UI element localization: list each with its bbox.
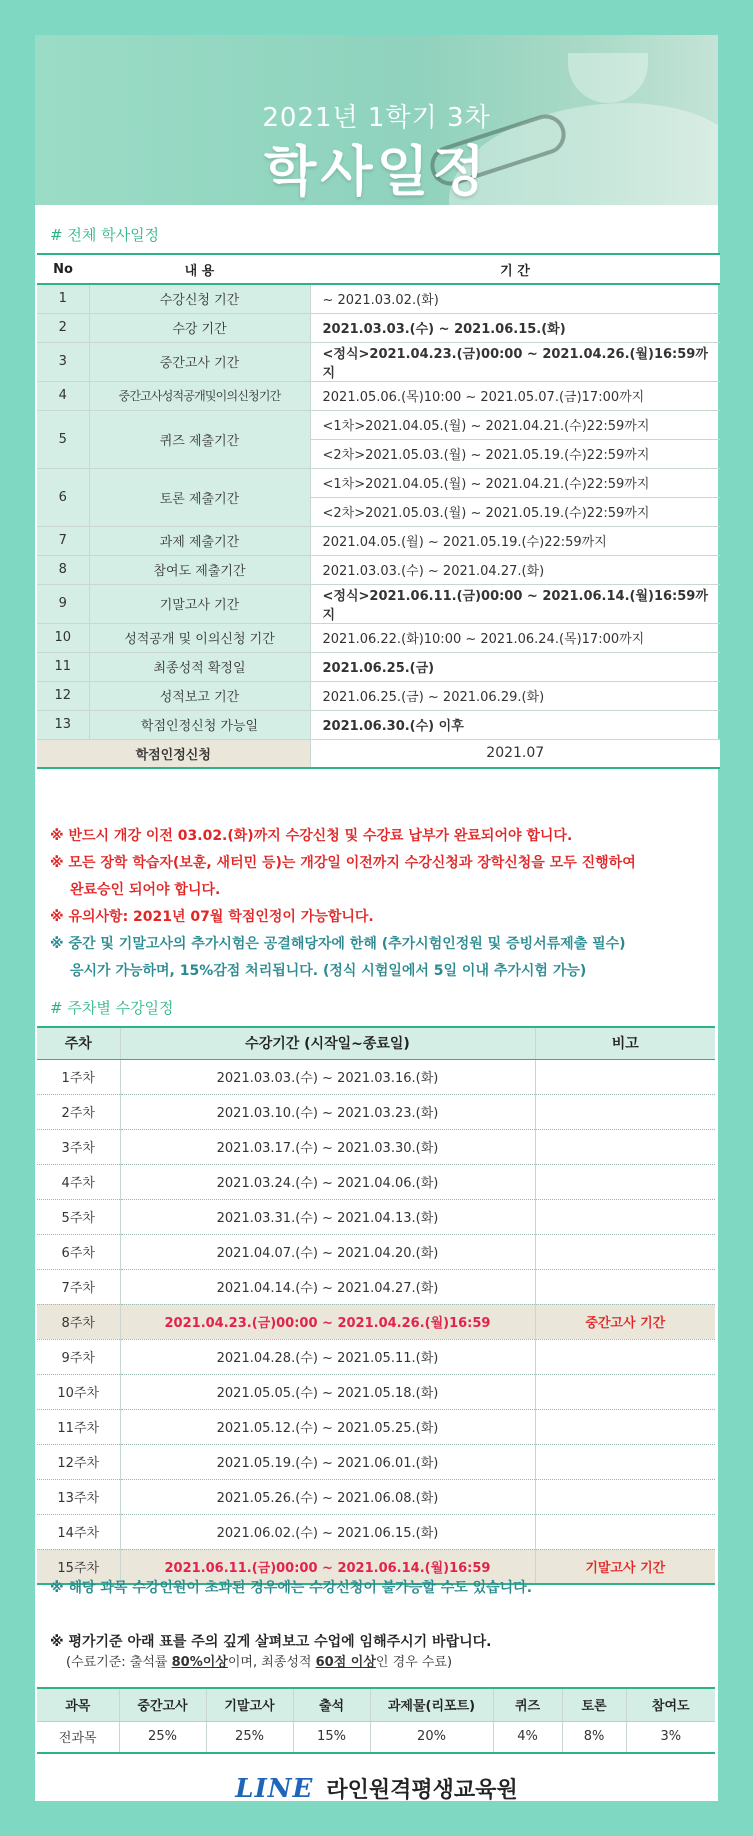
- notice-2-cont: 완료승인 되어야 합니다.: [70, 882, 221, 898]
- table-row: [37, 1059, 715, 1094]
- table-row: [37, 584, 720, 623]
- col-header-note: 비고: [535, 1027, 715, 1059]
- hero-subtitle: 2021년 1학기 3차: [262, 103, 491, 133]
- table-row: [37, 381, 720, 410]
- table-row: [37, 1269, 715, 1304]
- week-cell: 8주차: [37, 1304, 120, 1339]
- week-note-cell: 기말고사 기간: [535, 1549, 715, 1584]
- table-row: [37, 342, 720, 381]
- row-period: <정식>2021.06.11.(금)00:00 ~ 2021.06.14.(월)16:59까지: [310, 584, 720, 623]
- row-item: 기말고사 기간: [89, 584, 310, 623]
- grade-header: 과제물(리포트): [370, 1688, 493, 1721]
- row-period: 2021.06.30.(수) 이후: [310, 710, 720, 739]
- hero-banner: [35, 35, 718, 205]
- table-row: [37, 681, 720, 710]
- col-header-period: 기 간: [310, 254, 720, 284]
- completion-criteria: [66, 1651, 452, 1670]
- grade-value: 3%: [626, 1721, 715, 1753]
- page-title: 학사일정: [264, 140, 489, 203]
- criteria-pre: (수료기준: 출석률: [66, 1655, 172, 1670]
- week-period-cell: 2021.03.24.(수) ~ 2021.04.06.(화): [120, 1164, 535, 1199]
- row-no: 12: [37, 681, 89, 710]
- section-title-weekly: # 주차별 수강일정: [50, 999, 174, 1017]
- week-period-cell: 2021.06.02.(수) ~ 2021.06.15.(화): [120, 1514, 535, 1549]
- week-cell: 1주차: [37, 1059, 120, 1094]
- row-item: 성적공개 및 이의신청 기간: [89, 623, 310, 652]
- week-note-cell: [535, 1094, 715, 1129]
- week-period-cell: 2021.04.07.(수) ~ 2021.04.20.(화): [120, 1234, 535, 1269]
- cup-illustration: [568, 53, 648, 103]
- grade-header: 토론: [562, 1688, 626, 1721]
- row-item: 중간고사 기간: [89, 342, 310, 381]
- week-cell: 15주차: [37, 1549, 120, 1584]
- row-period: 2021.04.05.(월) ~ 2021.05.19.(수)22:59까지: [310, 526, 720, 555]
- row-period: 2021.05.06.(목)10:00 ~ 2021.05.07.(금)17:00까지: [310, 381, 720, 410]
- credit-application-label: 학점인정신청: [37, 739, 310, 768]
- col-header-week-period: 수강기간 (시작일~종료일): [120, 1027, 535, 1059]
- grade-value: 25%: [119, 1721, 206, 1753]
- table-row: [37, 623, 720, 652]
- week-note-cell: [535, 1339, 715, 1374]
- week-period-cell: 2021.04.23.(금)00:00 ~ 2021.04.26.(월)16:59: [120, 1304, 535, 1339]
- week-period-cell: 2021.06.11.(금)00:00 ~ 2021.06.14.(월)16:59: [120, 1549, 535, 1584]
- grade-header: 과목: [37, 1688, 119, 1721]
- table-row: [37, 1514, 715, 1549]
- row-item: 토론 제출기간: [89, 468, 310, 526]
- row-no: 6: [37, 468, 89, 526]
- grade-header: 출석: [293, 1688, 370, 1721]
- credit-application-period: 2021.07: [310, 739, 720, 768]
- week-period-cell: 2021.03.31.(수) ~ 2021.04.13.(화): [120, 1199, 535, 1234]
- criteria-mid: 이며, 최종성적: [227, 1655, 316, 1670]
- row-item: 과제 제출기간: [89, 526, 310, 555]
- line-logo-mark: LINE: [235, 1773, 314, 1804]
- row-no: 1: [37, 284, 89, 313]
- row-period: <정식>2021.04.23.(금)00:00 ~ 2021.04.26.(월)16:59까지: [310, 342, 720, 381]
- notice-4: ※ 중간 및 기말고사의 추가시험은 공결해당자에 한해 (추가시험인정원 및 증빙서류제출 필수): [50, 936, 626, 952]
- table-row: [37, 526, 720, 555]
- row-no: 13: [37, 710, 89, 739]
- week-note-cell: [535, 1479, 715, 1514]
- week-note-cell: [535, 1234, 715, 1269]
- table-row: [37, 1409, 715, 1444]
- table-row: [37, 1374, 715, 1409]
- grade-header: 중간고사: [119, 1688, 206, 1721]
- row-period: 2021.03.03.(수) ~ 2021.04.27.(화): [310, 555, 720, 584]
- row-item: 중간고사성적공개및이의신청기간: [89, 381, 310, 410]
- table-row: [37, 313, 720, 342]
- grade-value: 전과목: [37, 1721, 119, 1753]
- row-item: 학점인정신청 가능일: [89, 710, 310, 739]
- week-note-cell: [535, 1269, 715, 1304]
- row-no: 5: [37, 410, 89, 468]
- week-cell: 3주차: [37, 1129, 120, 1164]
- week-cell: 10주차: [37, 1374, 120, 1409]
- table-row: [37, 710, 720, 739]
- table-row: [37, 1479, 715, 1514]
- table-row: [37, 284, 720, 313]
- week-note-cell: [535, 1164, 715, 1199]
- institution-name: 라인원격평생교육원: [326, 1778, 518, 1803]
- week-cell: 11주차: [37, 1409, 120, 1444]
- table-row: [37, 1164, 715, 1199]
- table-row: [37, 1444, 715, 1479]
- week-note-cell: [535, 1374, 715, 1409]
- week-period-cell: 2021.03.17.(수) ~ 2021.03.30.(화): [120, 1129, 535, 1164]
- row-period: 2021.06.25.(금) ~ 2021.06.29.(화): [310, 681, 720, 710]
- row-period-1: <1차>2021.04.05.(월) ~ 2021.04.21.(수)22:59까지: [310, 410, 720, 439]
- week-period-cell: 2021.03.10.(수) ~ 2021.03.23.(화): [120, 1094, 535, 1129]
- week-cell: 7주차: [37, 1269, 120, 1304]
- weekly-table: [37, 1026, 715, 1585]
- row-no: 8: [37, 555, 89, 584]
- grade-value: 8%: [562, 1721, 626, 1753]
- row-no: 7: [37, 526, 89, 555]
- week-cell: 12주차: [37, 1444, 120, 1479]
- row-no: 3: [37, 342, 89, 381]
- week-cell: 5주차: [37, 1199, 120, 1234]
- footer-logo: [0, 1773, 753, 1804]
- grading-table: [37, 1687, 715, 1754]
- row-no: 10: [37, 623, 89, 652]
- table-row: [37, 1199, 715, 1234]
- grade-header: 기말고사: [206, 1688, 293, 1721]
- week-period-cell: 2021.05.12.(수) ~ 2021.05.25.(화): [120, 1409, 535, 1444]
- row-no: 4: [37, 381, 89, 410]
- table-row: [37, 1129, 715, 1164]
- grade-value: 20%: [370, 1721, 493, 1753]
- grading-notice: ※ 평가기준 아래 표를 주의 깊게 살펴보고 수업에 임해주시기 바랍니다.: [50, 1634, 492, 1650]
- row-item: 수강 기간: [89, 313, 310, 342]
- week-note-cell: [535, 1059, 715, 1094]
- row-item: 수강신청 기간: [89, 284, 310, 313]
- notice-2: ※ 모든 장학 학습자(보훈, 새터민 등)는 개강일 이전까지 수강신청과 장학신청을 모두 진행하여: [50, 855, 636, 871]
- week-cell: 4주차: [37, 1164, 120, 1199]
- row-period-2: <2차>2021.05.03.(월) ~ 2021.05.19.(수)22:59까지: [310, 497, 720, 526]
- table-row: [37, 739, 720, 768]
- grade-value: 15%: [293, 1721, 370, 1753]
- row-period-1: <1차>2021.04.05.(월) ~ 2021.04.21.(수)22:59까지: [310, 468, 720, 497]
- week-note-cell: [535, 1514, 715, 1549]
- row-item: 성적보고 기간: [89, 681, 310, 710]
- row-item: 퀴즈 제출기간: [89, 410, 310, 468]
- week-note-cell: [535, 1409, 715, 1444]
- week-period-cell: 2021.04.28.(수) ~ 2021.05.11.(화): [120, 1339, 535, 1374]
- grade-value: 4%: [493, 1721, 562, 1753]
- table-row: [37, 1339, 715, 1374]
- section-title-schedule: # 전체 학사일정: [50, 226, 160, 244]
- week-note-cell: [535, 1444, 715, 1479]
- row-period: ~ 2021.03.02.(화): [310, 284, 720, 313]
- week-period-cell: 2021.04.14.(수) ~ 2021.04.27.(화): [120, 1269, 535, 1304]
- notice-list: [50, 823, 710, 985]
- row-period: 2021.06.25.(금): [310, 652, 720, 681]
- week-cell: 14주차: [37, 1514, 120, 1549]
- row-no: 2: [37, 313, 89, 342]
- week-cell: 13주차: [37, 1479, 120, 1514]
- week-period-cell: 2021.05.05.(수) ~ 2021.05.18.(화): [120, 1374, 535, 1409]
- criteria-post: 인 경우 수료): [375, 1655, 453, 1670]
- notice-1: ※ 반드시 개강 이전 03.02.(화)까지 수강신청 및 수강료 납부가 완료되어야 합니다.: [50, 828, 573, 844]
- table-row: [37, 1234, 715, 1269]
- row-period-2: <2차>2021.05.03.(월) ~ 2021.05.19.(수)22:59까지: [310, 439, 720, 468]
- row-period: 2021.06.22.(화)10:00 ~ 2021.06.24.(목)17:00까지: [310, 623, 720, 652]
- table-row: [37, 555, 720, 584]
- grade-header: 퀴즈: [493, 1688, 562, 1721]
- row-no: 11: [37, 652, 89, 681]
- notice-3: ※ 유의사항: 2021년 07월 학점인정이 가능합니다.: [50, 909, 374, 925]
- table-row: [37, 652, 720, 681]
- col-header-week: 주차: [37, 1027, 120, 1059]
- notice-4-cont: 응시가 가능하며, 15%감점 처리됩니다. (정식 시험일에서 5일 이내 추가시험 가능): [70, 963, 587, 979]
- col-header-item: 내 용: [89, 254, 310, 284]
- table-row: [37, 410, 720, 439]
- enrollment-notice: ※ 해당 과목 수강인원이 초과된 경우에는 수강신청이 불가능할 수도 있습니다.: [50, 1580, 533, 1596]
- grade-value: 25%: [206, 1721, 293, 1753]
- row-period: 2021.03.03.(수) ~ 2021.06.15.(화): [310, 313, 720, 342]
- week-note-cell: [535, 1129, 715, 1164]
- schedule-table: [37, 253, 720, 769]
- criteria-attendance: 80%이상: [171, 1655, 228, 1670]
- table-row: [37, 468, 720, 497]
- row-item: 참여도 제출기간: [89, 555, 310, 584]
- table-row-midterm: [37, 1304, 715, 1339]
- row-item: 최종성적 확정일: [89, 652, 310, 681]
- week-period-cell: 2021.05.26.(수) ~ 2021.06.08.(화): [120, 1479, 535, 1514]
- week-note-cell: 중간고사 기간: [535, 1304, 715, 1339]
- week-note-cell: [535, 1199, 715, 1234]
- week-cell: 9주차: [37, 1339, 120, 1374]
- row-no: 9: [37, 584, 89, 623]
- col-header-no: No: [37, 254, 89, 284]
- week-period-cell: 2021.03.03.(수) ~ 2021.03.16.(화): [120, 1059, 535, 1094]
- grade-header: 참여도: [626, 1688, 715, 1721]
- week-period-cell: 2021.05.19.(수) ~ 2021.06.01.(화): [120, 1444, 535, 1479]
- table-row: [37, 1094, 715, 1129]
- week-cell: 6주차: [37, 1234, 120, 1269]
- week-cell: 2주차: [37, 1094, 120, 1129]
- criteria-score: 60점 이상: [315, 1655, 376, 1670]
